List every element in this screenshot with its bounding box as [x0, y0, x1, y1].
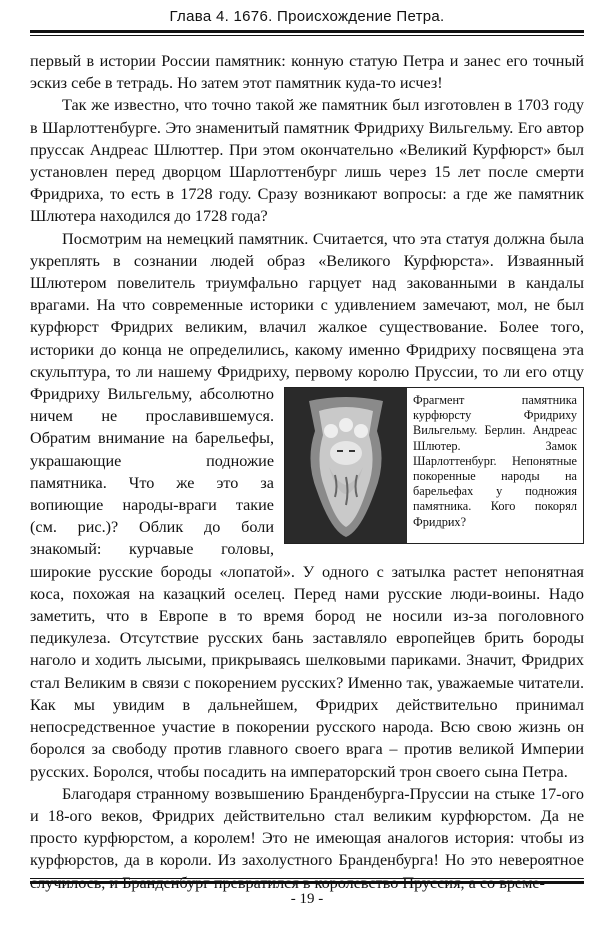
figure-box — [284, 387, 584, 544]
paragraph-2: Так же известно, что точно такой же памятник был изготовлен в 1703 году в Шарлоттенбурге. Это знаменитый памятник Фридриху Вильгельму. Его автор пруссак Андреас Шлюттер. При этом окончательно «Великий Курфюрст» был установлен перед дворцом Шарлоттенбург лишь через 15 лет после смерти Фридриха, то есть в 1728 году. Сразу возникают вопросы: а где же памятник Шлютера находился до 1728 года? — [30, 96, 584, 226]
paragraph-1: первый в истории России памятник: конную статую Петра и занес его точный эскиз себе в тетрадь. Но затем этот памятник куда-то исчез! — [30, 52, 584, 93]
page-footer — [30, 878, 584, 908]
header-rule-thin — [30, 35, 584, 36]
chapter-title: Глава 4. 1676. Происхождение Петра. — [169, 8, 445, 25]
paragraph-3-part-2: ли его отцу Фридриху Вильгельму, абсолютно ничем не прославившемуся. Обратим внимание на барельефы, украшающие подножие памятника. Что же это за вопиющие народы-враги такие (см. рис.)? Облик до боли знакомый: курчавые головы, широкие русские бороды «лопатой». У одного с затылка растет непонятная коса, похожая на казацкий оселец. Перед нами русские люди-воины. Надо заметить, что в Европе в то время бород не носили из-за поголовного педикулеза. Отсутствие русских бань заставляло европейцев брить бороды наголо и ходить лысыми, прикрываясь шелковыми париками. Значит, Фридрих стал Великим в связи с покорением русских? Именно так, уважаемые читатели. Как мы увидим в дальнейшем, Фридрих действительно принимал непосредственное участие в покорении русского народа. Всю свою жизнь он боролся за свободу против главного своего врага – против великой Империи русских. Боролся, чтобы посадить на императорский трон своего сына Петра. — [30, 362, 585, 781]
relief-image — [285, 388, 407, 543]
paragraph-3-part-1: Посмотрим на немецкий памятник. Считается, что эта статуя должна была укреплять в сознании людей образ «Великого Курфюрста». Изваянный Шлютером повелитель триумфально гарцует над закованными в кандалы врагами. На что современные историки с удивлением замечают, мол, не был курфюрст Фридрих великим, влачил жалкое существование. Более того, историки до конца не определились, какому именно Фридриху посвящена эта скульптура, то ли нашему Фридриху, первому королю Пруссии, то — [30, 229, 584, 381]
footer-rule-thick — [30, 881, 584, 884]
footer-rule-thin — [30, 878, 584, 879]
page-number: - 19 - — [290, 891, 324, 907]
page-header — [30, 8, 584, 36]
figure-caption: Фрагмент памятника курфюрсту Фридриху Вильгельму. Берлин. Андреас Шлютер. Замок Шарлоттенбург. Непонятные покоренные народы на барельефах у подножия памятника. Кого покорял Фридрих? — [413, 393, 577, 529]
paragraph-3 — [30, 228, 584, 783]
page-body — [30, 50, 584, 894]
header-rule-thick — [30, 30, 584, 33]
bearded-head-relief-icon — [291, 391, 401, 541]
paragraph-4: Благодаря странному возвышению Бранденбурга-Пруссии на стыке 17-ого и 18-ого веков, Фридрих действительно стал великим курфюрстом. Да не просто курфюрстом, а королем! Это не имеющая аналогов история: чтобы из курфюрстов, да в короли. Из захолустного Бранденбурга! Но это невероятное случилось, и Бранденбург превратился в королевство Пруссия, а со време- — [30, 784, 584, 892]
